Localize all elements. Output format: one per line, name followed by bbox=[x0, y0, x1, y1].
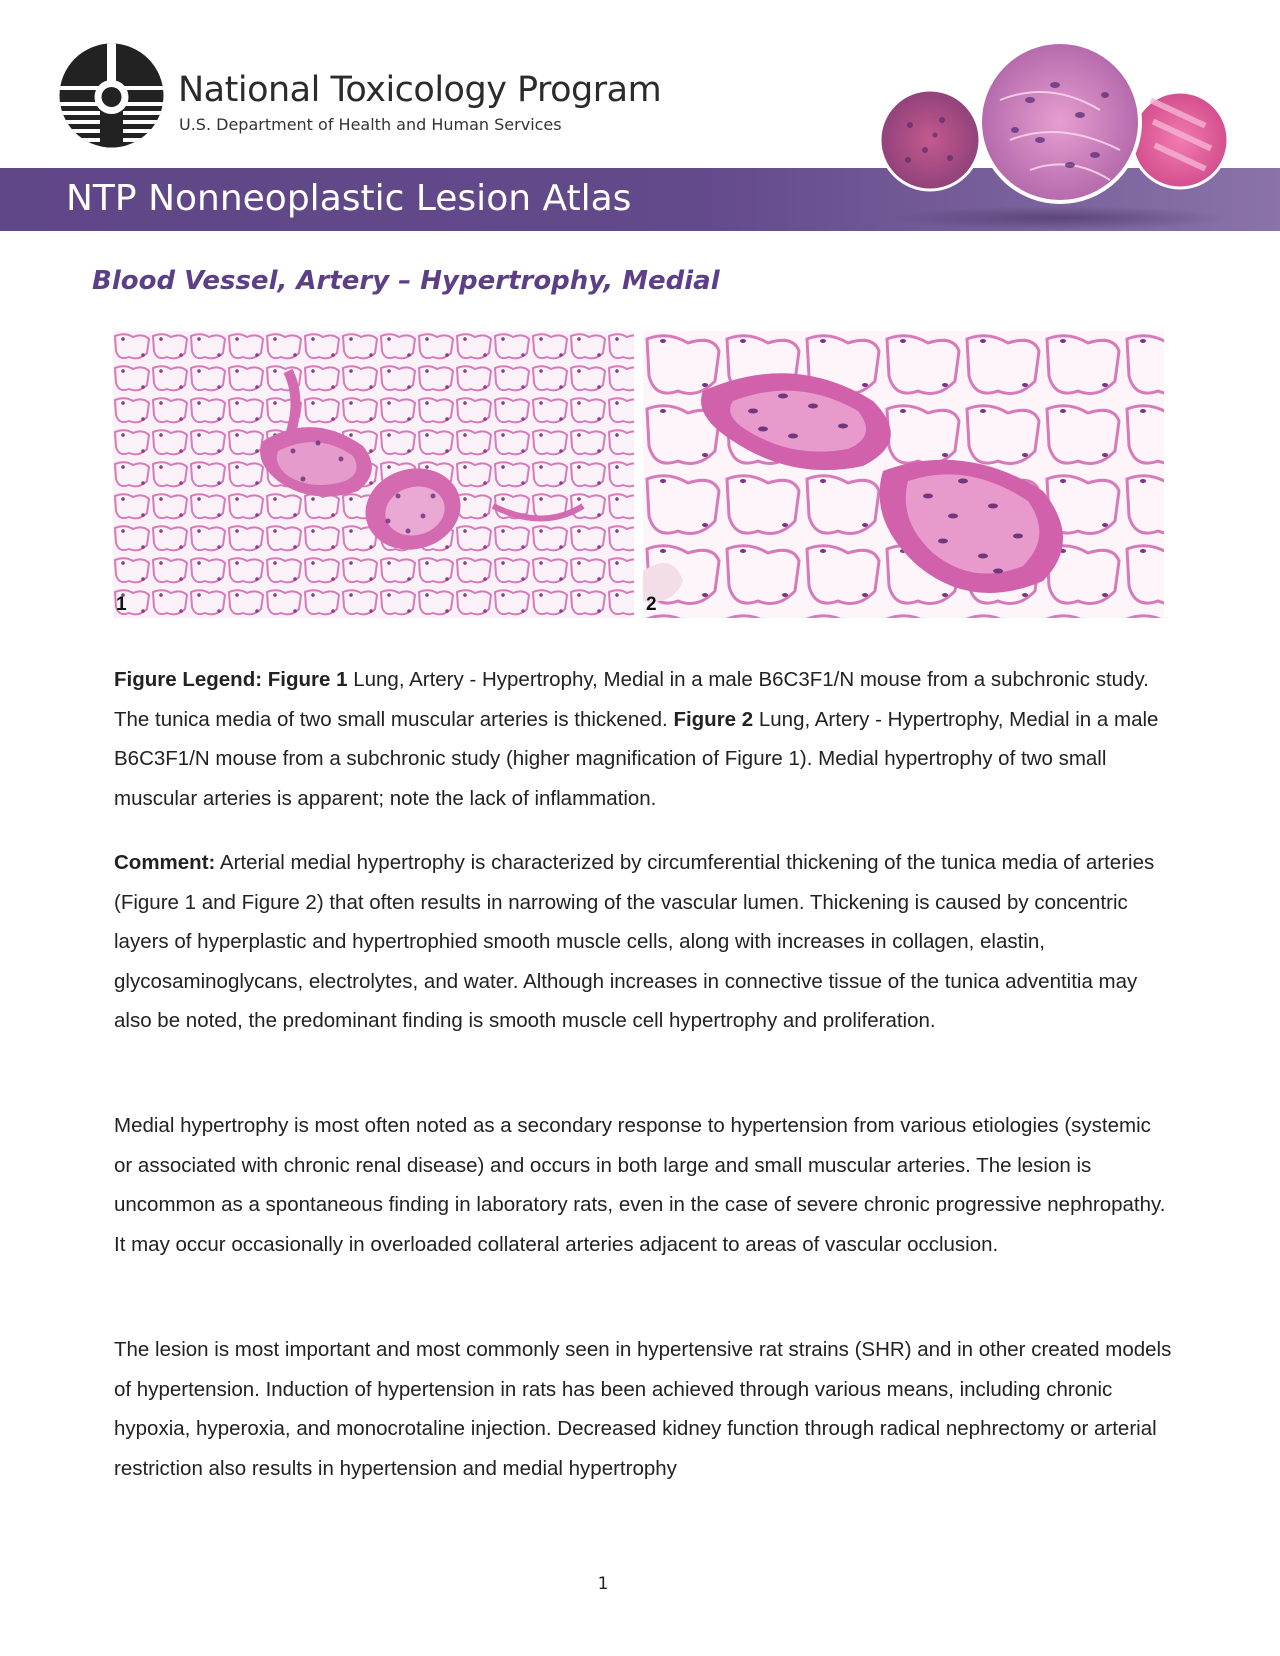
ntp-logo-icon bbox=[58, 42, 165, 149]
organization-name: National Toxicology Program bbox=[178, 70, 662, 110]
banner-title: NTP Nonneoplastic Lesion Atlas bbox=[66, 178, 632, 219]
legend-figure-1-text: Lung, Artery - Hypertrophy, Medial in a male B6C3F1/N mouse from a subchronic study. The tunica media of two small muscular arteries is thickened. bbox=[114, 668, 1149, 731]
page-title: Blood Vessel, Artery – Hypertrophy, Medial bbox=[92, 266, 720, 296]
organization-subtitle: U.S. Department of Health and Human Services bbox=[179, 115, 562, 134]
legend-figure-2-label: Figure 2 bbox=[673, 707, 754, 731]
figure-2-image bbox=[643, 331, 1164, 618]
histology-circles-image bbox=[880, 40, 1240, 230]
body-paragraph: The lesion is most important and most commonly seen in hypertensive rat strains (SHR) and in other created models of hypertension. Induction of hypertension in rats has been achieved through various means, including chronic hypoxia, hyperoxia, and monocrotaline injection. Decreased kidney function through radical nephrectomy or arterial restriction also results in hypertension and medial hypertrophy bbox=[114, 1338, 1172, 1480]
lung-histology-low-mag bbox=[113, 331, 634, 618]
body-paragraph: Medial hypertrophy is most often noted as a secondary response to hypertension from various etiologies (systemic or associated with chronic renal disease) and occurs in both large and small muscular arteries. The lesion is uncommon as a spontaneous finding in laboratory rats, even in the case of severe chronic progressive nephropathy. It may occur occasionally in overloaded collateral arteries adjacent to areas of vascular occlusion. bbox=[114, 1114, 1166, 1256]
comment-text: Arterial medial hypertrophy is characterized by circumferential thickening of the tunica media of arteries (Figure 1 and Figure 2) that often results in narrowing of the vascular lumen. Thickening is caused by concentric layers of hyperplastic and hypertrophied smooth muscle cells, along with increases in collagen, elastin, glycosaminoglycans, electrolytes, and water. Although increases in connective tissue of the tunica adventitia may also be noted, the predominant finding is smooth muscle cell hypertrophy and proliferation. bbox=[114, 851, 1155, 1032]
legend-figure-1-label: Figure 1 bbox=[267, 668, 348, 691]
legend-figure-2-text: Lung, Artery - Hypertrophy, Medial in a male B6C3F1/N mouse from a subchronic study (higher magnification of Figure 1). Medial hypertrophy of two small muscular arteries is apparent; note the lack of inflammation. bbox=[114, 707, 1159, 810]
figure-1-label: 1 bbox=[116, 594, 127, 615]
legend-lead: Figure Legend: bbox=[114, 668, 263, 691]
page-number: 1 bbox=[597, 1574, 609, 1594]
comment-paragraph bbox=[114, 843, 1174, 1041]
lung-histology-high-mag bbox=[643, 331, 1164, 618]
figure-2-label: 2 bbox=[646, 594, 657, 615]
comment-lead: Comment: bbox=[114, 851, 216, 874]
figure-legend bbox=[114, 660, 1174, 818]
figure-1-image bbox=[113, 331, 634, 618]
